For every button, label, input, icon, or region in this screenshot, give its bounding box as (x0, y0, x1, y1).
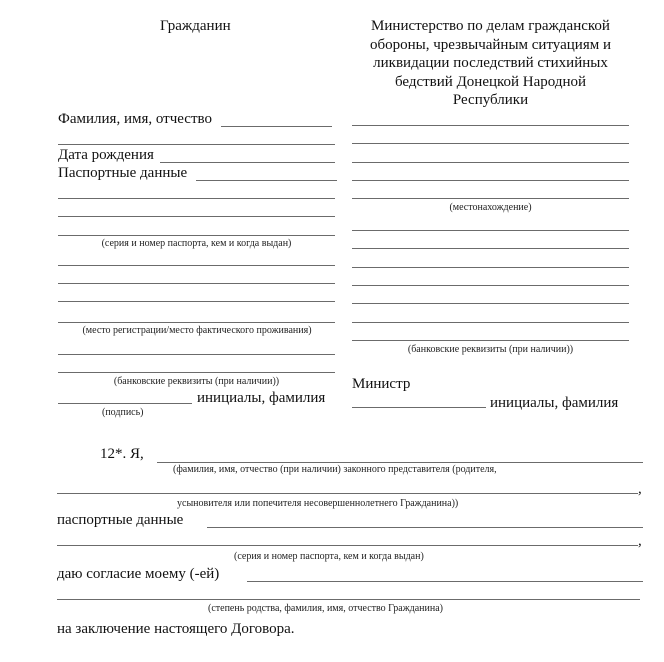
birth-date-input[interactable] (160, 147, 335, 163)
minister-signature-input[interactable] (352, 392, 486, 408)
passport-input-line-2[interactable] (58, 183, 335, 199)
underline (352, 407, 486, 408)
fio-input[interactable] (221, 111, 332, 127)
citizen-initials-label: инициалы, фамилия (197, 390, 326, 406)
underline (58, 301, 335, 302)
underline (196, 180, 337, 181)
ministry-bank-caption: (банковские реквизиты (при наличии)) (407, 344, 574, 355)
underline (58, 235, 335, 236)
representative-caption-1: (фамилия, имя, отчество (при наличии) законного представителя (родителя, (173, 464, 497, 475)
underline (58, 322, 335, 323)
ministry-bank-input-line-4[interactable] (352, 270, 629, 286)
underline (58, 354, 335, 355)
bank-details-input-line-1[interactable] (58, 339, 335, 355)
underline (58, 198, 335, 199)
location-caption: (местонахождение) (449, 202, 532, 213)
ministry-heading-line: Министерство по делам гражданской (371, 18, 610, 34)
passport-input[interactable] (196, 165, 337, 181)
signature-caption: (подпись) (102, 407, 144, 418)
consent-item-label: 12*. Я, (100, 446, 144, 462)
fio-input-continued[interactable] (58, 129, 335, 145)
rep-passport-caption: (серия и номер паспорта, кем и когда выдан) (234, 551, 424, 562)
relation-input[interactable] (247, 566, 643, 582)
minister-initials-label: инициалы, фамилия (490, 395, 619, 411)
passport-label: Паспортные данные (58, 165, 188, 181)
location-input-line-5[interactable] (352, 183, 629, 199)
address-input-line-2[interactable] (58, 268, 335, 284)
underline (352, 125, 629, 126)
representative-name-input-continued[interactable] (57, 478, 638, 494)
address-input-line-1[interactable] (58, 250, 335, 266)
relation-caption: (степень родства, фамилия, имя, отчество Гражданина) (208, 603, 443, 614)
comma: , (638, 481, 642, 497)
rep-passport-input-continued[interactable] (57, 530, 638, 546)
ministry-bank-input-line-7[interactable] (352, 325, 629, 341)
underline (207, 527, 643, 528)
underline (58, 283, 335, 284)
underline (160, 162, 335, 163)
ministry-bank-input-line-2[interactable] (352, 233, 629, 249)
address-input-line-4[interactable] (58, 307, 335, 323)
birth-date-label: Дата рождения (58, 147, 154, 163)
underline (57, 599, 640, 600)
ministry-bank-input-line-6[interactable] (352, 307, 629, 323)
underline (58, 144, 335, 145)
underline (352, 267, 629, 268)
underline (58, 403, 192, 404)
bank-details-input-line-2[interactable] (58, 357, 335, 373)
underline (57, 545, 638, 546)
location-input-line-1[interactable] (352, 110, 629, 126)
address-input-line-3[interactable] (58, 286, 335, 302)
underline (352, 248, 629, 249)
underline (58, 265, 335, 266)
ministry-bank-input-line-3[interactable] (352, 252, 629, 268)
ministry-heading-line: ликвидации последствий стихийных (373, 55, 608, 71)
underline (352, 303, 629, 304)
address-caption: (место регистрации/место фактического проживания) (82, 325, 312, 336)
comma: , (638, 533, 642, 549)
ministry-heading (352, 17, 629, 110)
passport-input-line-4[interactable] (58, 220, 335, 236)
underline (157, 462, 643, 463)
underline (58, 372, 335, 373)
ministry-heading-line: бедствий Донецкой Народной (394, 73, 587, 90)
underline (352, 162, 629, 163)
location-input-line-2[interactable] (352, 128, 629, 144)
consent-closing: на заключение настоящего Договора. (57, 621, 295, 637)
minister-label: Министр (352, 376, 411, 392)
passport-input-line-3[interactable] (58, 201, 335, 217)
ministry-heading-line: Республики (452, 92, 529, 108)
ministry-bank-input-line-5[interactable] (352, 288, 629, 304)
fio-label: Фамилия, имя, отчество (58, 111, 212, 127)
location-input-line-4[interactable] (352, 165, 629, 181)
representative-caption-2: усыновителя или попечителя несовершеннолетнего Гражданина)) (177, 498, 459, 509)
underline (352, 180, 629, 181)
bank-details-caption: (банковские реквизиты (при наличии)) (113, 376, 280, 387)
rep-passport-label: паспортные данные (57, 512, 184, 528)
citizen-heading: Гражданин (160, 18, 231, 34)
relation-input-continued[interactable] (57, 584, 640, 600)
ministry-bank-input-line-1[interactable] (352, 215, 629, 231)
underline (221, 126, 332, 127)
consent-label: даю согласие моему (-ей) (57, 566, 220, 582)
underline (352, 340, 629, 341)
underline (247, 581, 643, 582)
rep-passport-input[interactable] (207, 512, 643, 528)
underline (58, 216, 335, 217)
citizen-signature-input[interactable] (58, 388, 192, 404)
underline (352, 230, 629, 231)
underline (352, 285, 629, 286)
underline (352, 322, 629, 323)
underline (57, 493, 638, 494)
underline (352, 198, 629, 199)
underline (352, 143, 629, 144)
location-input-line-3[interactable] (352, 147, 629, 163)
representative-name-input[interactable] (157, 447, 643, 463)
ministry-heading-line: обороны, чрезвычайным ситуациям и (369, 36, 611, 53)
passport-caption: (серия и номер паспорта, кем и когда выдан) (101, 238, 292, 249)
